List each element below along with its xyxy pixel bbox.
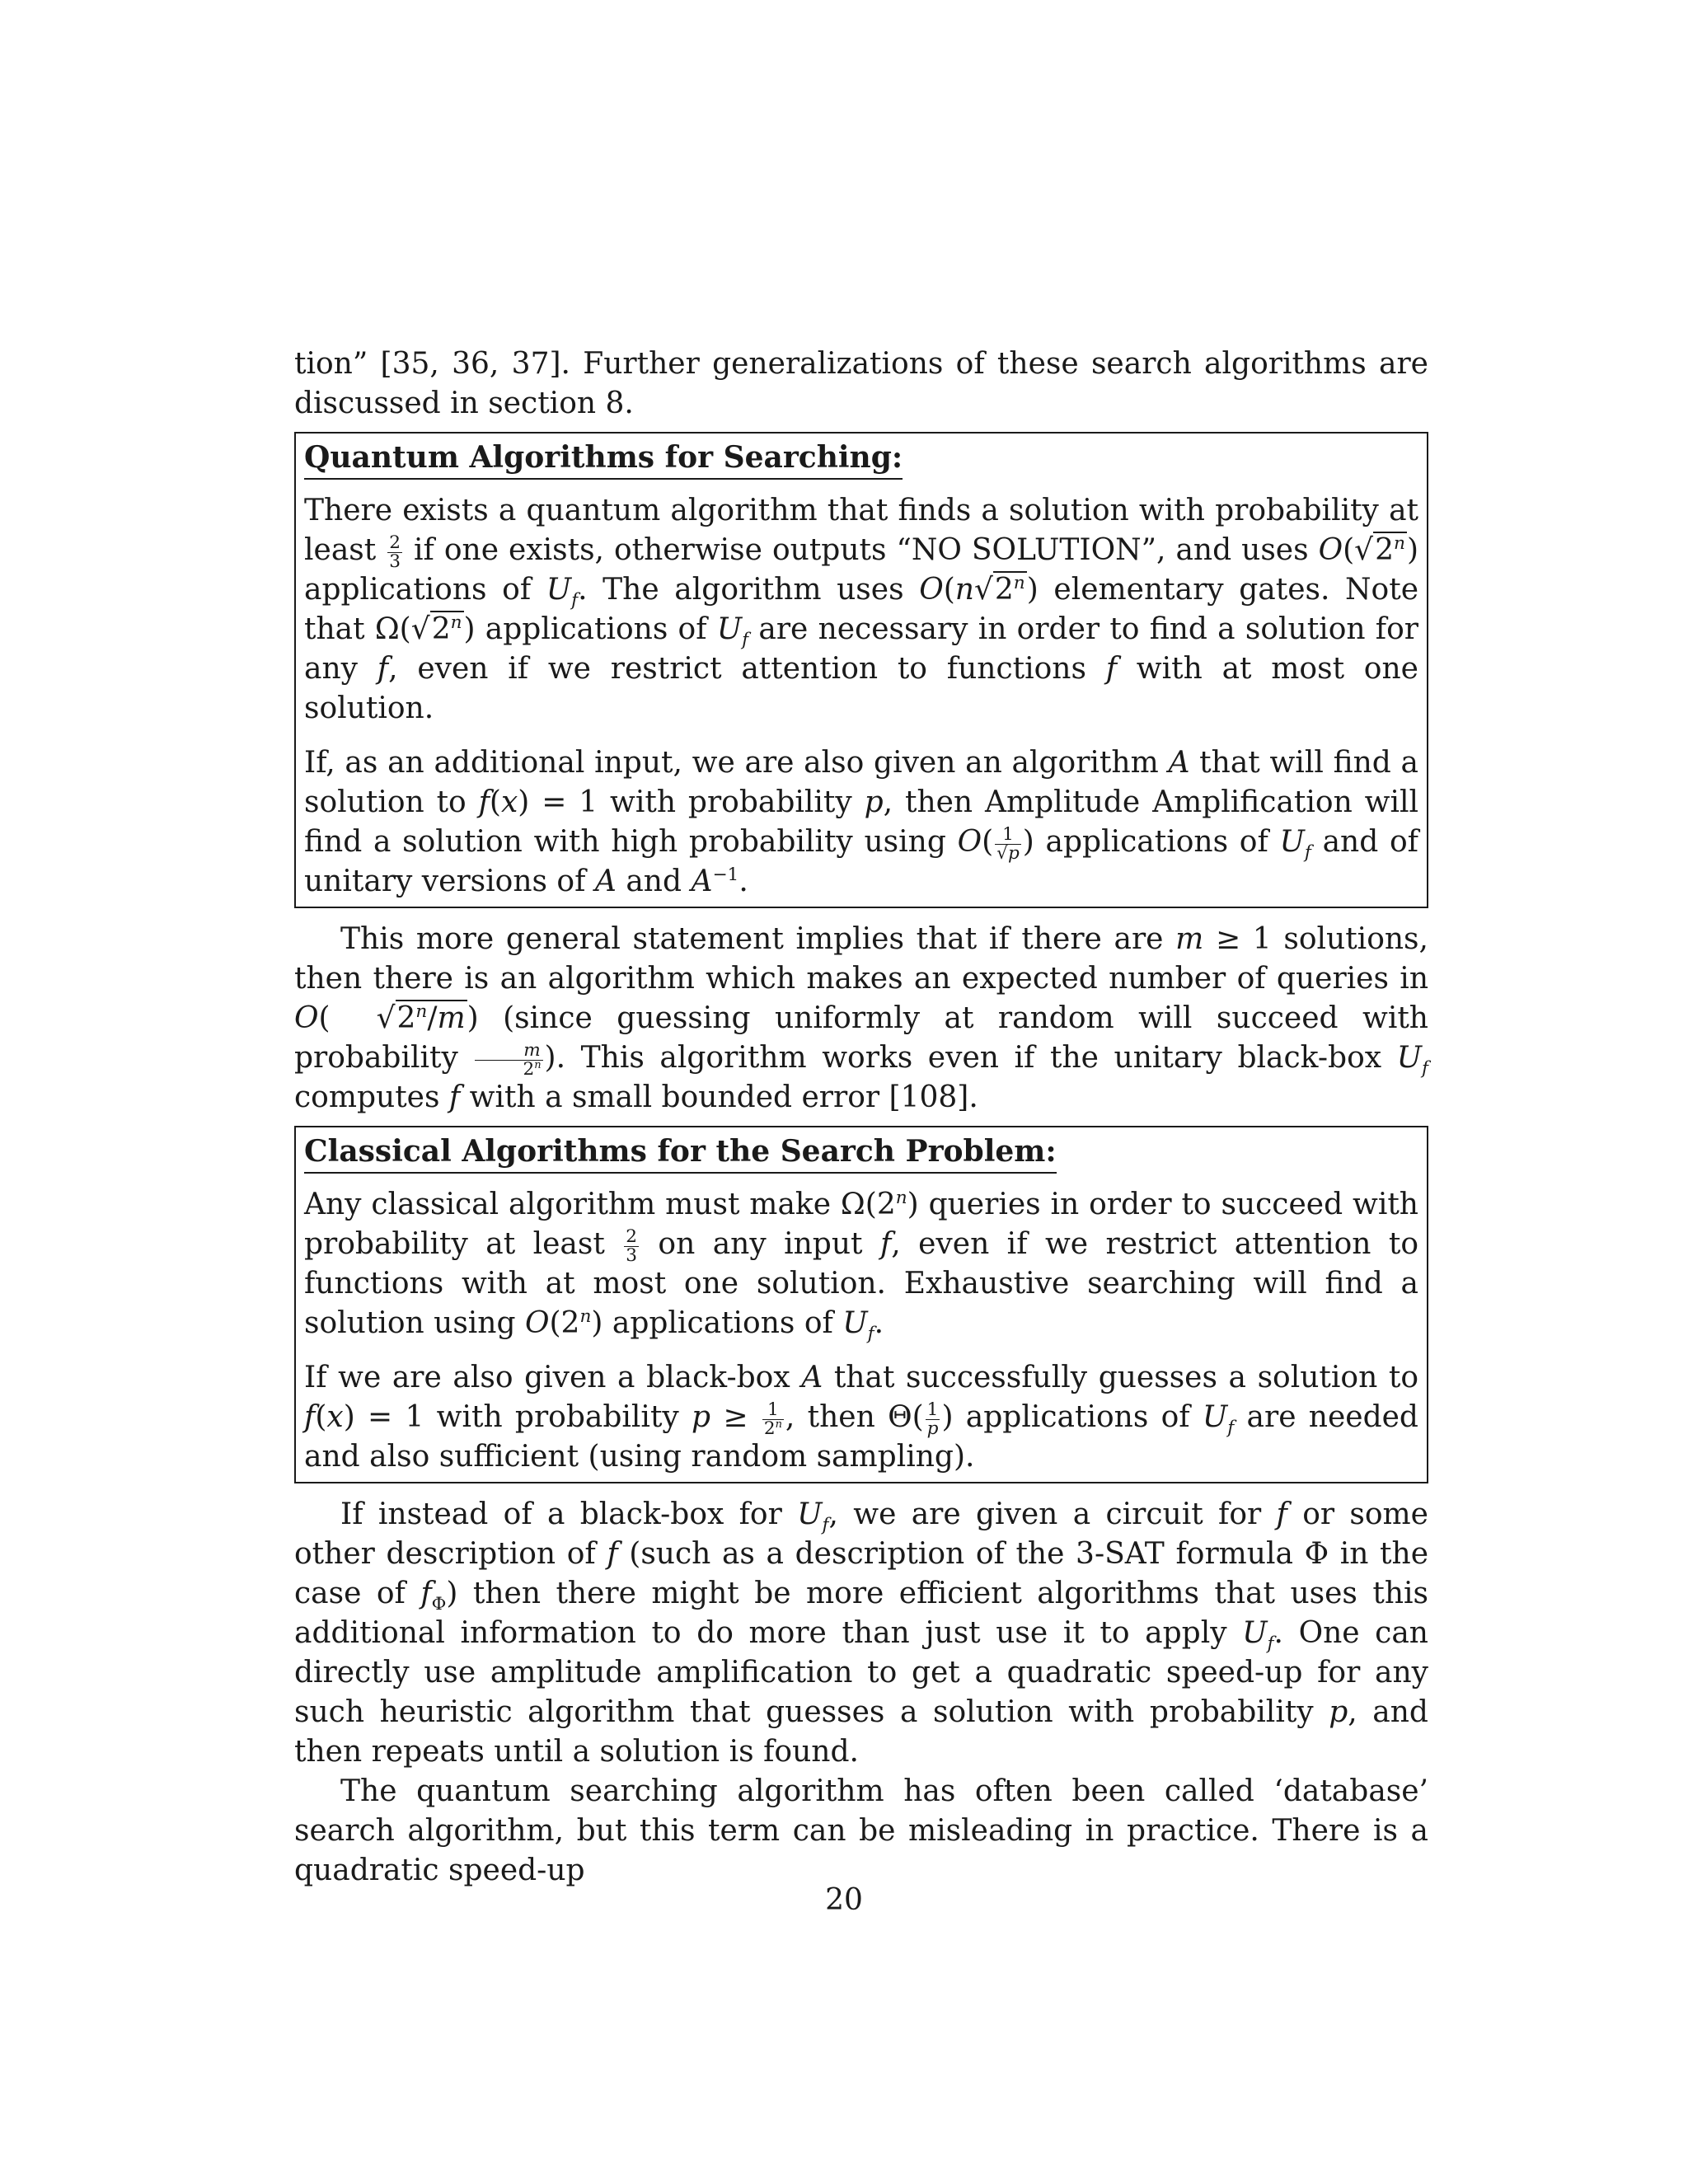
classical-search-box (294, 1126, 1428, 1483)
fraction-two-thirds-classical: $\frac{2}{3}$ (626, 1226, 637, 1266)
quantum-box-paragraph-2: If, as an additional input, we are also given an algorithm A that will find a solution to f(x) = 1 with probability p, then Amplitude Amplification will find a solution with high probability using O( $\frac{1}{√p}$ ) applications of $U_f$ and of unitary versions of A and $A^{-1}$. (304, 746, 1419, 899)
box-title-quantum: Quantum Algorithms for Searching: (304, 438, 903, 480)
fraction-one-over-p: $\frac{1}{p}$ (926, 1399, 939, 1439)
paragraph-circuit-description: If instead of a black-box for $U_f$, we are given a circuit for f or some other description of f (such as a description of the 3-SAT formula Φ in the case of $f_\Phi$) then there might be more efficient algorithms that uses this additional information to do more than just use it to apply $U_f$. One can directly use amplitude amplification to get a quadratic speed-up for any such heuristic algorithm that guesses a solution with probability p, and then repeats until a solution is found. (294, 1497, 1429, 1769)
fraction-two-thirds: $\frac{2}{3}$ (389, 532, 401, 572)
quantum-box-paragraph-1: There exists a quantum algorithm that finds a solution with probability at least $\frac{2}{3}$ if one exists, otherwise outputs “NO SOLUTION”, and uses O(√2$^n$) applications of $U_f$. The algorithm uses O(n√2$^n$) elementary gates. Note that Ω(√2$^n$) applications of $U_f$ are necessary in order to find a solution for any f, even if we restrict attention to functions f with at most one solution. (304, 494, 1418, 726)
page-number: 20 (825, 1883, 863, 1917)
paragraph-intro: tion” [35, 36, 37]. Further generalizations of these search algorithms are discussed in section 8. (294, 347, 1428, 420)
quantum-search-box (294, 432, 1428, 908)
paragraph-general-statement: This more general statement implies that if there are m ≥ 1 solutions, then there is an algorithm which makes an expected number of queries in O( √2$^n$/m) (since guessing uniformly at random will succeed with probability $\frac{m}{2^n}$ ). This algorithm works even if the unitary black-box $U_f$ computes f with a small bounded error [108]. (294, 922, 1428, 1115)
classical-box-paragraph-2: If we are also given a black-box A that successfully guesses a solution to f(x) = 1 with probability p ≥ $\frac{1}{2^n}$ , then Θ( $\frac{1}{p}$ ) applications of $U_f$ are needed and also sufficient (using random sampling). (304, 1361, 1418, 1474)
box-title-classical: Classical Algorithms for the Search Problem: (304, 1132, 1057, 1174)
classical-box-paragraph-1: Any classical algorithm must make Ω(2$^n$) queries in order to succeed with probability at least $\frac{2}{3}$ on any input f, even if we restrict attention to functions with at most one solution. Exhaustive searching will find a solution using O(2$^n$) applications of $U_f$. (304, 1188, 1419, 1345)
fraction-one-over-2n: $\frac{1}{2^n}$ (763, 1399, 782, 1439)
fraction-one-over-sqrt-p: $\frac{1}{√p}$ (996, 824, 1020, 864)
page-body (294, 344, 1428, 1891)
fraction-m-over-2n: $\frac{m}{2^n}$ (475, 1042, 542, 1078)
paragraph-database-search: The quantum searching algorithm has often been called ‘database’ search algorithm, but this term can be misleading in practice. There is a quadratic speed-up (294, 1774, 1428, 1888)
